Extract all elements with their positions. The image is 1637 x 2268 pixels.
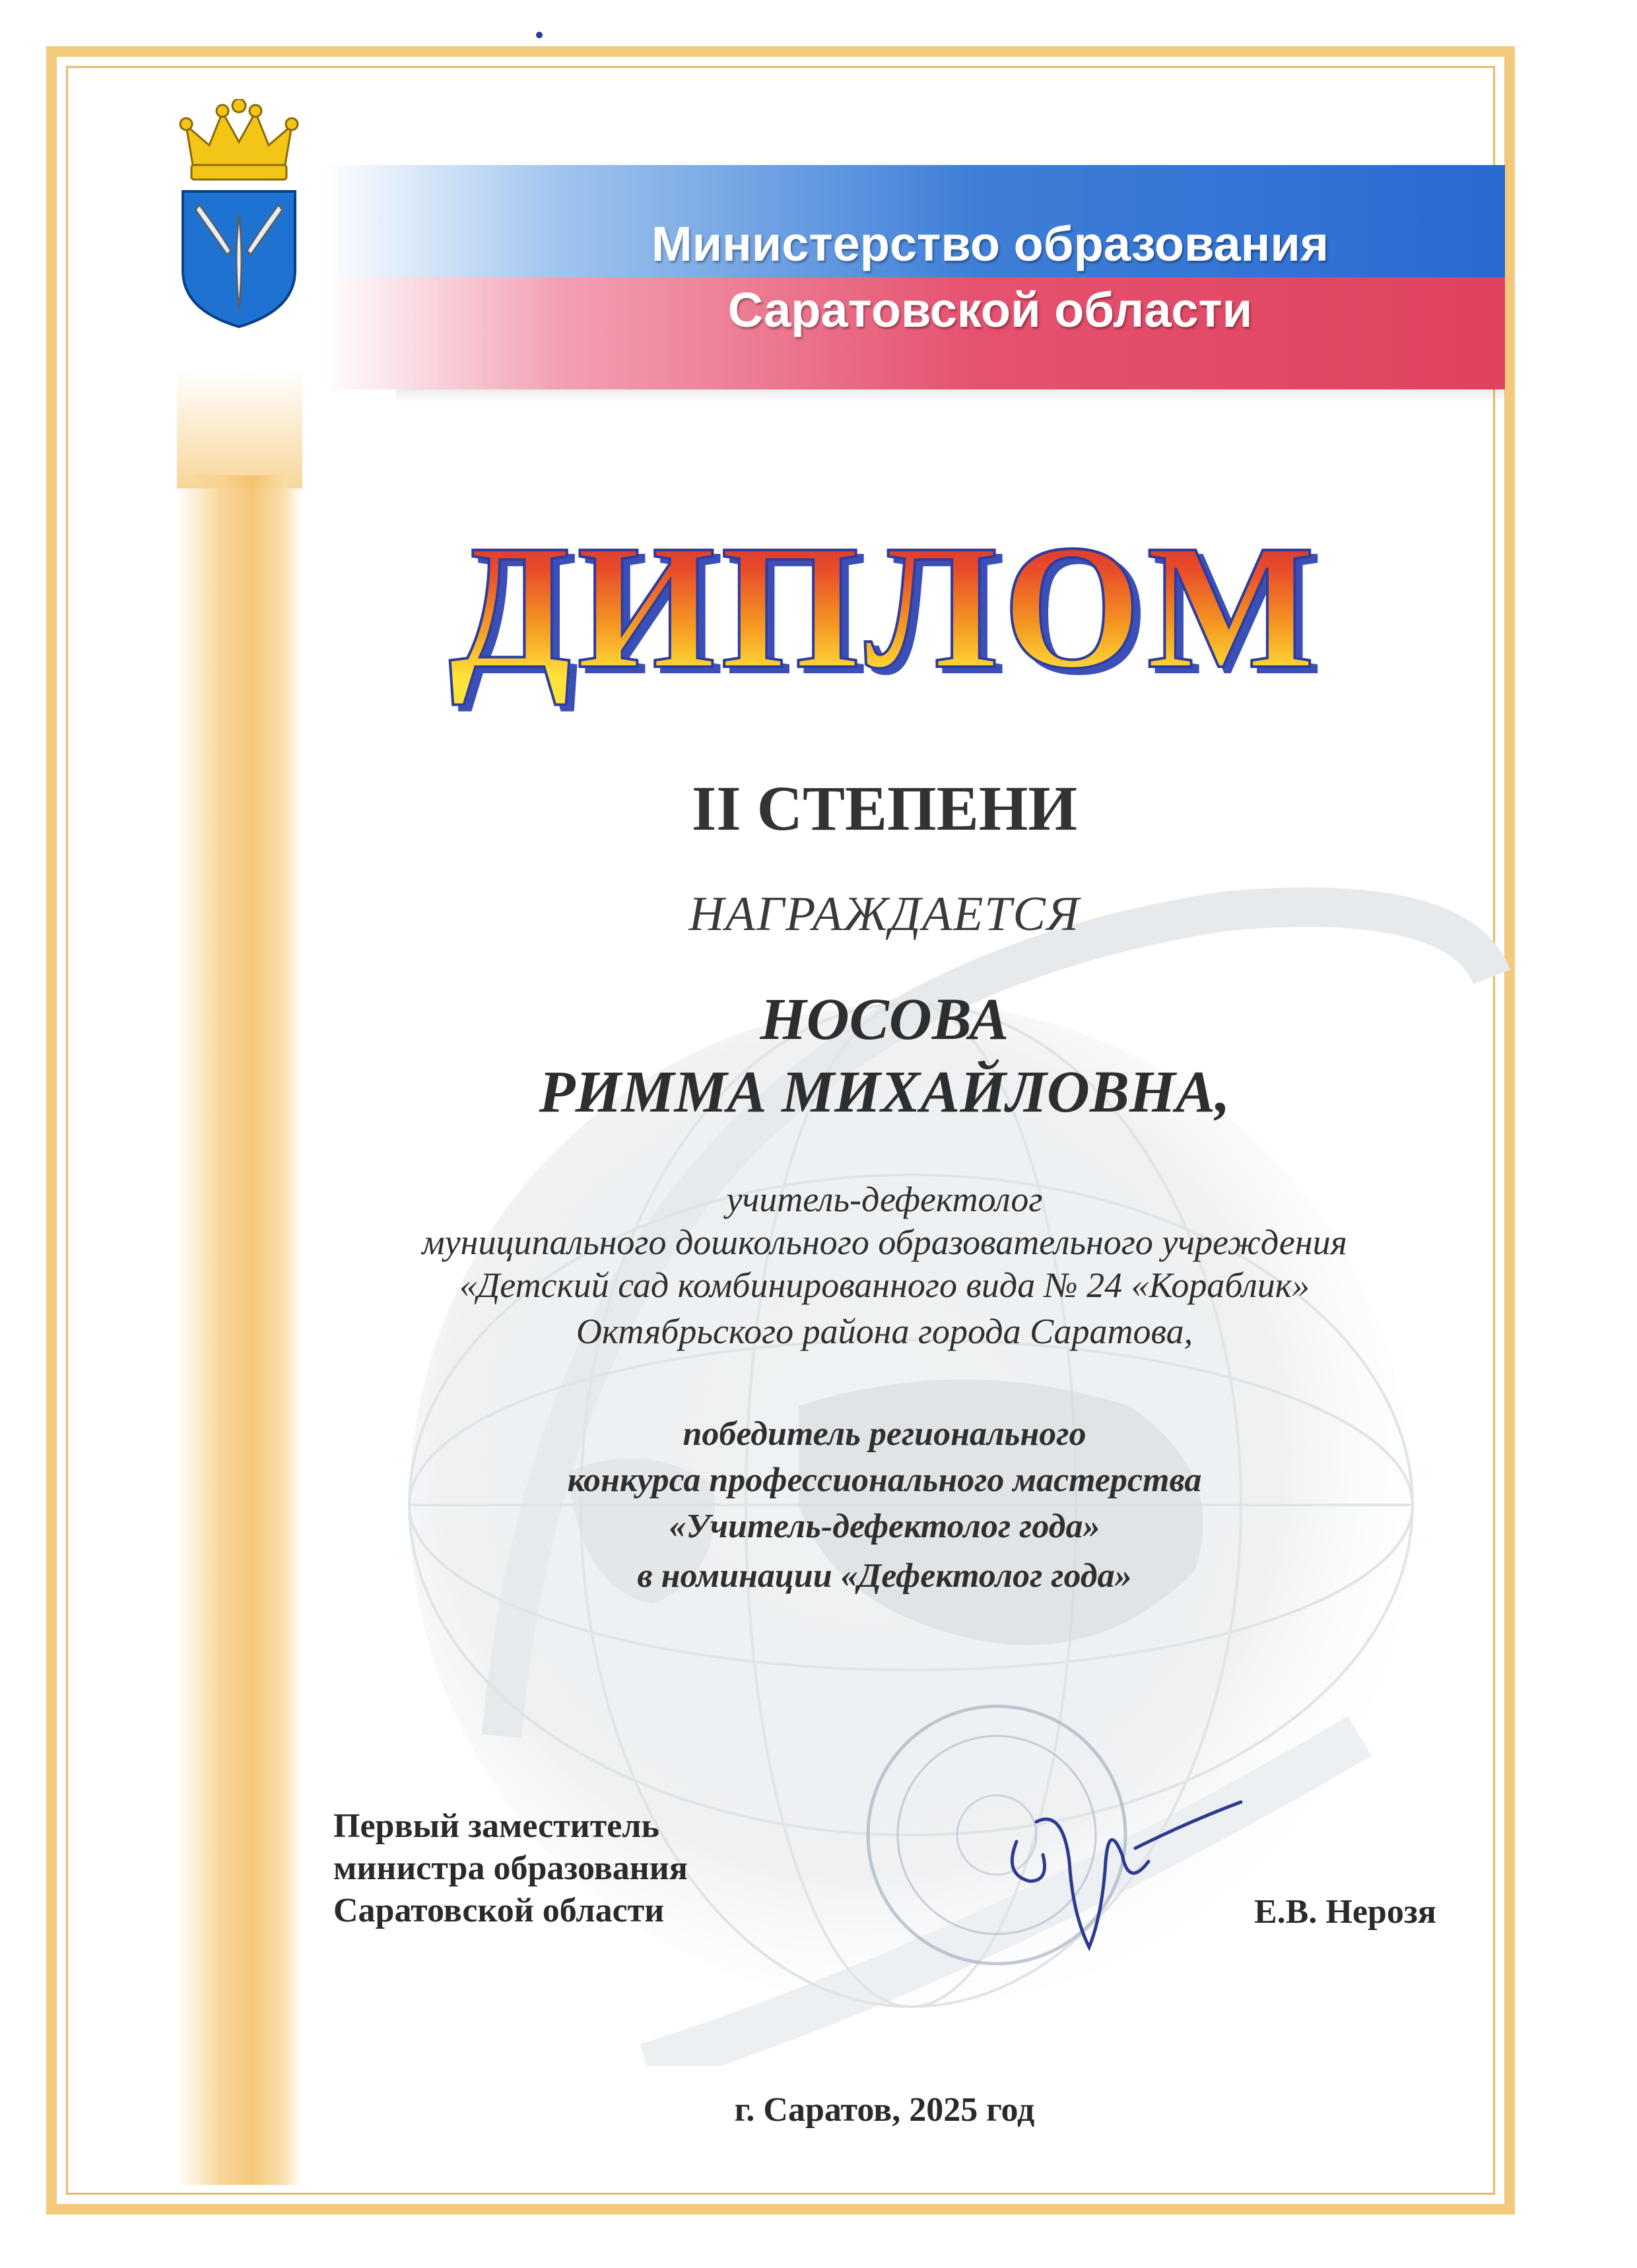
- achievement-line: в номинации «Дефектолог года»: [637, 1557, 1132, 1595]
- ministry-header: [462, 211, 1518, 343]
- diploma-title: ДИПЛОМ: [264, 508, 1505, 706]
- position-line: Октябрьского района города Саратова,: [576, 1312, 1193, 1351]
- signatory-line-3: Саратовской области: [333, 1892, 665, 1929]
- position-line: учитель-дефектолог: [726, 1180, 1043, 1219]
- recipient-given-name: РИММА МИХАЙЛОВНА,: [539, 1059, 1230, 1125]
- recipient-surname: НОСОВА: [760, 987, 1009, 1052]
- diploma-degree: II СТЕПЕНИ: [691, 773, 1078, 844]
- speck-mark: [536, 32, 543, 38]
- achievement-line: конкурса профессионального мастерства: [567, 1461, 1202, 1499]
- position-line: «Детский сад комбинированного вида № 24 «Кораблик»: [459, 1265, 1310, 1305]
- position-line: муниципального дошкольного образовательного учреждения: [422, 1222, 1347, 1262]
- ministry-line-1: Министерство образования: [651, 217, 1329, 271]
- banner-shadow: [396, 389, 1505, 403]
- awarded-label: НАГРАЖДАЕТСЯ: [688, 887, 1081, 941]
- achievement-line: «Учитель-дефектолог года»: [669, 1508, 1100, 1545]
- achievement-line: победитель регионального: [683, 1415, 1086, 1453]
- handwritten-signature-icon: [990, 1782, 1254, 1980]
- ministry-line-2: Саратовской области: [727, 283, 1253, 337]
- side-stripe-fade: [177, 370, 302, 488]
- signatory-name: Е.В. Нерозя: [1254, 1893, 1436, 1931]
- signatory-position: [333, 1805, 795, 1932]
- place-date: г. Саратов, 2025 год: [734, 2091, 1035, 2129]
- saratov-coat-of-arms-icon: [173, 99, 305, 330]
- signatory-line-1: Первый заместитель: [333, 1807, 659, 1845]
- signatory-line-2: министра образования: [333, 1850, 688, 1887]
